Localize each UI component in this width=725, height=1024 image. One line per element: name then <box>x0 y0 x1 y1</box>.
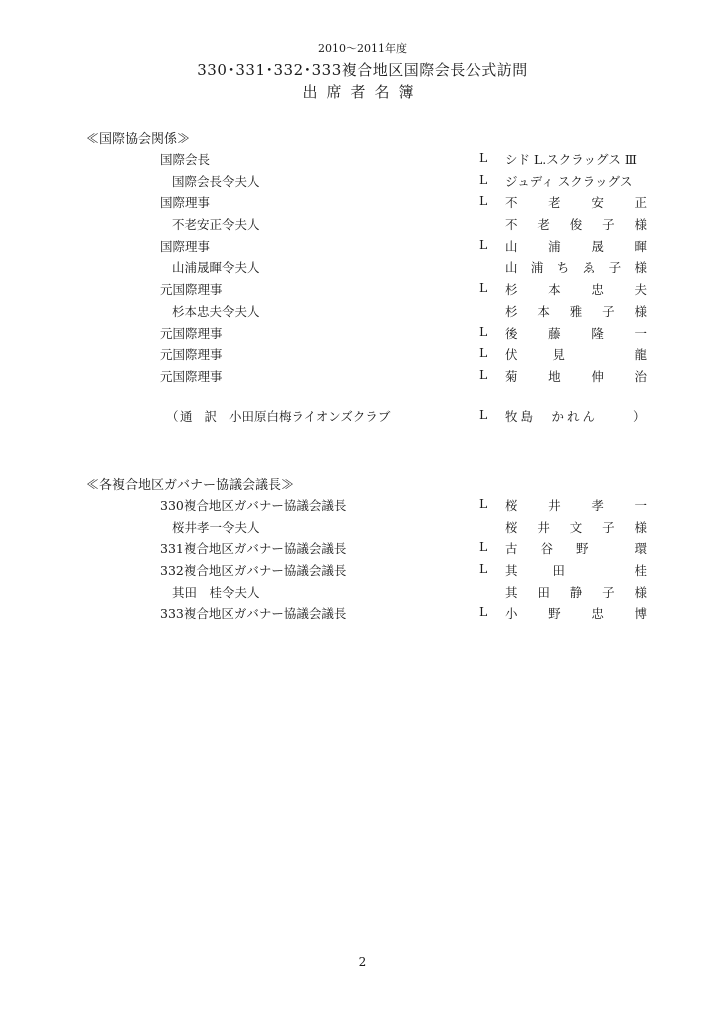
attendee-name-char: 杉 <box>505 282 518 298</box>
document-title: 330･331･332･333複合地区国際会長公式訪問 <box>197 61 528 79</box>
interpreter-close-paren: ） <box>633 409 646 424</box>
lion-mark: L <box>479 345 488 361</box>
attendee-name-char: 俊 <box>569 217 583 233</box>
attendee-role: 其田 桂令夫人 <box>172 584 260 600</box>
attendee-name <box>505 258 647 278</box>
attendee-name-char: 井 <box>548 498 561 513</box>
attendee-role: 元国際理事 <box>160 282 223 298</box>
section-international-title: ≪国際協会関係≫ <box>86 132 191 147</box>
attendee-name-char: 野 <box>548 606 561 622</box>
attendee-name <box>505 583 647 603</box>
attendee-name-char: 子 <box>602 217 615 233</box>
attendee-name-char: 古 <box>505 541 518 557</box>
attendee-row <box>0 172 725 194</box>
attendee-row <box>0 561 725 583</box>
attendee-name-char: 谷 <box>540 541 554 557</box>
attendee-role: 杉本忠夫令夫人 <box>172 303 260 319</box>
attendee-name-char: 夫 <box>634 282 647 298</box>
attendee-role: 333複合地区ガバナー協議会議長 <box>160 606 347 622</box>
attendee-name <box>505 604 647 624</box>
attendee-row <box>0 280 725 302</box>
attendee-name-char: 子 <box>602 519 615 535</box>
attendee-row <box>0 150 725 172</box>
attendee-name-char: 様 <box>634 519 647 535</box>
attendee-name-char: 田 <box>537 584 550 600</box>
governor-attendee-list <box>0 496 725 626</box>
attendee-name-char: 晟 <box>591 238 604 254</box>
fiscal-year: 2010～2011年度 <box>318 42 407 55</box>
attendee-name-char: 老 <box>537 217 550 233</box>
section-governor-title: ≪各複合地区ガバナー協議会議長≫ <box>86 478 295 493</box>
lion-mark: L <box>479 193 488 209</box>
attendee-name-char: 伏 <box>505 347 518 363</box>
attendee-name-char: 本 <box>537 303 550 319</box>
attendee-name-char: 伸 <box>591 368 604 384</box>
attendee-name-char: 山 <box>505 238 518 254</box>
attendee-name-char: ゑ <box>582 260 596 276</box>
attendee-name-char: 忠 <box>591 282 604 298</box>
lion-mark: L <box>479 236 488 252</box>
attendee-role: 国際理事 <box>160 238 211 254</box>
attendee-name-char: シド L.スクラッグス Ⅲ <box>505 152 637 167</box>
attendee-name-char: 菊 <box>505 368 518 384</box>
interpreter-open-paren: （ <box>166 409 179 424</box>
attendee-name <box>505 324 647 344</box>
lion-mark: L <box>479 280 488 296</box>
attendee-role: 国際会長令夫人 <box>172 173 260 189</box>
attendee-name-char: 雅 <box>569 303 583 319</box>
attendee-name-char: 桜 <box>505 519 518 535</box>
attendee-name-char: 龍 <box>634 347 647 363</box>
lion-mark: L <box>479 366 488 382</box>
attendee-role: 元国際理事 <box>160 368 223 384</box>
attendee-row <box>0 604 725 626</box>
lion-mark: L <box>479 150 488 165</box>
lion-mark: L <box>479 604 488 620</box>
lion-mark: L <box>479 539 488 555</box>
attendee-row <box>0 258 725 280</box>
attendee-name-char: 其 <box>505 584 518 600</box>
attendee-role: 331複合地区ガバナー協議会議長 <box>160 541 347 557</box>
attendee-name <box>505 518 647 538</box>
attendee-name-char: 其 <box>505 563 518 579</box>
interpreter-mark: L <box>479 407 488 422</box>
lion-mark: L <box>479 323 488 339</box>
attendee-role: 元国際理事 <box>160 347 223 363</box>
attendee-name-char: 不 <box>505 217 518 233</box>
attendee-name-char: 暉 <box>634 238 647 254</box>
attendee-name-char: 子 <box>608 260 622 276</box>
attendee-name-char: 地 <box>548 368 561 384</box>
attendee-name-char: ジュディ スクラッグス <box>505 173 633 189</box>
page-number: 2 <box>358 955 367 969</box>
attendee-name <box>505 280 647 300</box>
attendee-name-char: 桂 <box>634 563 647 579</box>
attendee-row <box>0 345 725 367</box>
attendee-role: 国際会長 <box>160 152 211 167</box>
attendee-name-char: 一 <box>634 325 647 341</box>
attendee-name-char: 静 <box>569 584 583 600</box>
attendee-name-char: 老 <box>548 195 561 211</box>
attendee-name-char: 様 <box>634 217 647 233</box>
attendee-name <box>505 539 647 559</box>
document-subtitle: 出席者名簿 <box>302 83 423 101</box>
attendee-name-char: 安 <box>591 195 604 211</box>
attendee-name-char: 不 <box>505 195 518 211</box>
attendee-row <box>0 583 725 605</box>
international-attendee-list <box>0 150 725 389</box>
attendee-name-char: 様 <box>634 584 647 600</box>
interpreter-label: 通訳 <box>180 409 230 424</box>
attendee-row <box>0 539 725 561</box>
lion-mark: L <box>479 561 488 577</box>
attendee-name-char: 環 <box>634 541 647 557</box>
attendee-name-char: 孝 <box>591 498 604 513</box>
attendee-row <box>0 496 725 518</box>
attendee-row <box>0 302 725 324</box>
attendee-name-char: 見 <box>552 347 565 363</box>
attendee-name-char: 本 <box>548 282 561 298</box>
attendee-name-char: ち <box>556 260 570 276</box>
attendee-row <box>0 324 725 346</box>
attendee-name <box>505 237 647 257</box>
attendee-role: 桜井孝一令夫人 <box>172 519 260 535</box>
attendee-role: 国際理事 <box>160 195 211 211</box>
attendee-name-char: 浦 <box>548 238 561 254</box>
attendee-name <box>505 561 647 581</box>
attendee-name-char: 文 <box>569 519 583 535</box>
attendee-name <box>505 172 647 192</box>
attendee-name-char: 子 <box>602 303 615 319</box>
attendee-name-char: 博 <box>634 606 647 622</box>
attendee-role: 山浦晟暉令夫人 <box>172 260 260 276</box>
interpreter-name: 牧島 かれん <box>505 409 599 424</box>
attendee-name-char: 山 <box>505 260 518 276</box>
attendee-name-char: 後 <box>505 325 518 341</box>
attendee-name <box>505 193 647 213</box>
attendee-row <box>0 215 725 237</box>
attendee-name <box>505 215 647 235</box>
attendee-name-char: 治 <box>634 368 647 384</box>
attendee-name-char: 一 <box>634 498 647 513</box>
attendee-row <box>0 193 725 215</box>
attendee-name <box>505 302 647 322</box>
attendee-name-char: 藤 <box>548 325 561 341</box>
attendee-name-char: 浦 <box>530 260 544 276</box>
attendee-name-char: 桜 <box>505 498 518 513</box>
attendee-name-char: 井 <box>537 519 550 535</box>
attendee-name-char: 杉 <box>505 303 518 319</box>
attendee-name-char: 子 <box>602 584 615 600</box>
attendee-name <box>505 367 647 387</box>
attendee-name-char: 忠 <box>591 606 604 622</box>
attendee-row <box>0 518 725 540</box>
attendee-row <box>0 237 725 259</box>
attendee-row <box>0 367 725 389</box>
attendee-name <box>505 150 647 170</box>
attendee-role: 元国際理事 <box>160 325 223 341</box>
lion-mark: L <box>479 171 488 187</box>
attendee-role: 332複合地区ガバナー協議会議長 <box>160 563 347 579</box>
attendee-role: 不老安正令夫人 <box>172 217 260 233</box>
attendee-name <box>505 496 647 516</box>
attendee-name-char: 様 <box>634 303 647 319</box>
attendee-name-char: 正 <box>634 195 647 211</box>
attendee-name-char: 隆 <box>591 325 604 341</box>
attendee-role: 330複合地区ガバナー協議会議長 <box>160 498 347 513</box>
attendee-name-char: 野 <box>576 541 589 557</box>
attendee-name-char: 小 <box>505 606 518 622</box>
attendee-name <box>505 345 647 365</box>
attendee-name-char: 様 <box>634 260 647 276</box>
attendee-name-char: 田 <box>552 563 565 579</box>
interpreter-club: 小田原白梅ライオンズクラブ <box>229 409 391 424</box>
lion-mark: L <box>479 496 488 511</box>
